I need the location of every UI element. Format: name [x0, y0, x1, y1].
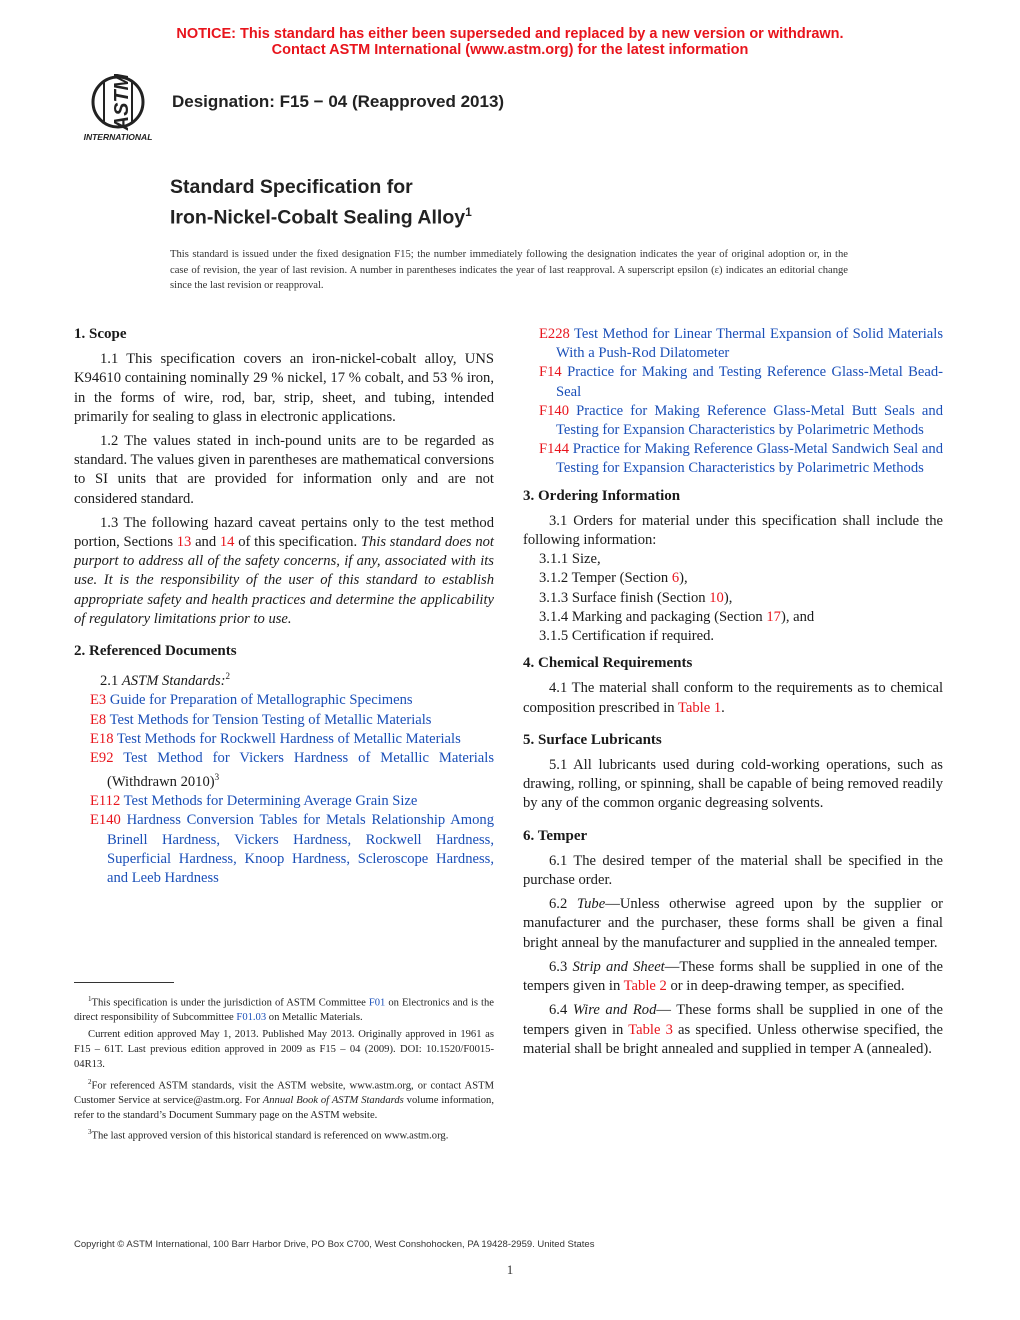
footnote-2-italic: Annual Book of ASTM Standards — [262, 1094, 404, 1106]
committee-f01-link[interactable]: F01 — [368, 997, 386, 1009]
footnote-1-marker: 1 — [88, 995, 92, 1003]
ordering-item-surface — [539, 589, 943, 608]
ref-item-e3[interactable] — [74, 691, 494, 710]
para-6-4 — [523, 1001, 943, 1059]
para-6-4-text-b: as specified. Unless otherwise specified, the material shall be bright annealed and supplied in temper A (annealed). — [523, 1021, 943, 1057]
section-17-link[interactable]: 17 — [766, 608, 781, 625]
document-title — [170, 175, 472, 231]
intro-note: This standard is issued under the fixed designation F15; the number immediately following the designation indicates the year of original adoption or, in the case of revision, the year of last revision. A number in parentheses indicates the year of last reapproval. A superscript epsilon (ε) indicates an editorial change since the last revision or reapproval. — [170, 249, 848, 291]
footnote-2-text: For referenced ASTM standards, visit the ASTM website, www.astm.org, or contact ASTM Customer Service at service@astm.org. For — [74, 1080, 494, 1106]
para-6-2-text: —Unless otherwise agreed upon by the supplier or manufacturer and the purchaser, these forms shall be given a final bright anneal by the manufacturer and supplied in the annealed temper. — [523, 896, 944, 951]
ref-item-e8[interactable] — [74, 711, 494, 730]
para-4-1 — [523, 679, 943, 717]
ref-title[interactable]: Guide for Preparation of Metallographic Specimens — [106, 692, 413, 709]
ref-title[interactable]: Hardness Conversion Tables for Metals Relationship Among Brinell Hardness, Vickers Hardness, Rockwell Hardness, Superficial Hardness, Knoop Hardness, Scleroscope Hardness, and Leeb Hardness — [107, 812, 494, 886]
ref-item-f14[interactable] — [523, 363, 943, 401]
logo-subtext: INTERNATIONAL — [83, 132, 153, 142]
table-3-link[interactable]: Table 3 — [628, 1021, 673, 1038]
ref-title[interactable]: Practice for Making Reference Glass-Metal Butt Seals and Testing for Expansion Characteristics by Polarimetric Methods — [556, 402, 943, 439]
ref-item-e92[interactable] — [74, 749, 494, 792]
para-4-1-end: . — [721, 699, 725, 716]
para-1-3-text: 1.3 The following hazard caveat pertains only to the test method portion, Sections — [74, 514, 494, 551]
para-3-1: 3.1 Orders for material under this specification shall include the following information: — [523, 512, 943, 549]
ref-code[interactable]: E3 — [90, 692, 107, 709]
ref-item-e228[interactable] — [523, 325, 943, 363]
footnote-3-marker: 3 — [88, 1128, 92, 1137]
footnote-1-text-b: on Electronics and is the direct responsibility of Subcommittee — [74, 997, 494, 1024]
para-5-1: 5.1 All lubricants used during cold-working operations, such as drawing, rolling, or spinning, shall be capable of being removed readily by any of the common organic degreasing solvents. — [523, 757, 943, 812]
para-6-3-text: —These forms shall be supplied in one of the tempers given in — [523, 958, 944, 995]
ordering-item-temper — [539, 569, 943, 588]
para-1-3-text-b: of this specification. — [234, 534, 361, 551]
ref-title[interactable]: Test Methods for Rockwell Hardness of Metallic Materials — [113, 730, 461, 747]
section-10-link[interactable]: 10 — [709, 589, 724, 606]
footnote-2-ref[interactable]: 2 — [225, 671, 231, 682]
ref-code[interactable]: E228 — [539, 326, 570, 342]
copyright: Copyright © ASTM International, 100 Barr Harbor Drive, PO Box C700, West Conshohocken, PA 19428-2959. United States — [74, 1239, 595, 1250]
ordering-item-certification: 3.1.5 Certification if required. — [539, 628, 715, 645]
para-1-2: 1.2 The values stated in inch-pound units are to be regarded as standard. The values given in parentheses are mathematical conversions to SI units that are provided for information only and are not considered standard. — [74, 433, 494, 507]
ref-item-e112[interactable] — [74, 792, 494, 811]
footnote-3-text: The last approved version of this historical standard is referenced on www.astm.org. — [91, 1130, 449, 1142]
title-footnote-ref[interactable]: 1 — [465, 205, 472, 219]
page-number: 1 — [506, 1262, 514, 1277]
section-temper-heading: 6. Temper — [523, 827, 588, 844]
section-ordering-heading: 3. Ordering Information — [523, 487, 681, 504]
ref-code[interactable]: F14 — [539, 364, 562, 381]
notice-line-1: NOTICE: This standard has either been superseded and replaced by a new version or withdrawn. — [176, 26, 844, 42]
title-line-1: Standard Specification for — [170, 176, 413, 198]
footnote-1-text: This specification is under the jurisdiction of ASTM Committee — [91, 997, 369, 1009]
para-1-3-and: and — [191, 534, 220, 551]
section-refdocs-heading: 2. Referenced Documents — [74, 643, 237, 660]
designation: Designation: F15 − 04 (Reapproved 2013) — [172, 92, 505, 111]
footnote-2 — [74, 1075, 494, 1124]
para-6-3 — [523, 958, 943, 996]
footnote-1 — [74, 992, 494, 1026]
section-13-link[interactable]: 13 — [176, 534, 192, 551]
subsection-number: 2.1 — [100, 673, 122, 690]
para-number: 6.3 — [549, 958, 573, 975]
ref-code[interactable]: F144 — [539, 441, 570, 458]
ref-title[interactable]: Test Method for Linear Thermal Expansion of Solid Materials With a Push-Rod Dilatometer — [556, 326, 943, 362]
ref-code[interactable]: E140 — [90, 812, 121, 829]
left-column — [74, 325, 494, 888]
para-6-1: 6.1 The desired temper of the material shall be specified in the purchase order. — [523, 852, 943, 889]
item-text-b: ), and — [780, 608, 815, 625]
para-6-2-term: Tube — [576, 896, 606, 913]
ref-code[interactable]: E18 — [90, 730, 114, 747]
section-chemical-heading: 4. Chemical Requirements — [523, 655, 693, 672]
title-line-2: Iron-Nickel-Cobalt Sealing Alloy — [170, 206, 466, 229]
item-text: 3.1.4 Marking and packaging (Section — [539, 608, 767, 625]
footnote-2-text-b: volume information, refer to the standard’s Document Summary page on the ASTM website. — [74, 1094, 494, 1121]
para-1-3 — [74, 514, 494, 629]
ref-title[interactable]: Practice for Making and Testing Reference Glass-Metal Bead-Seal — [556, 364, 943, 400]
ref-code[interactable]: E92 — [90, 749, 114, 766]
para-6-4-text: — These forms shall be supplied in one of the tempers given in — [523, 1002, 944, 1038]
para-4-1-text: 4.1 The material shall conform to the requirements as to chemical composition prescribed in — [523, 680, 943, 716]
footnote-3 — [74, 1125, 494, 1144]
footnote-1-text-c: on Metallic Materials. — [266, 1012, 363, 1024]
item-text: 3.1.2 Temper (Section — [539, 570, 672, 587]
ordering-item-marking — [539, 608, 943, 627]
notice-banner — [0, 26, 1020, 58]
ref-title[interactable]: Test Methods for Tension Testing of Metallic Materials — [106, 711, 432, 728]
ref-title[interactable]: Practice for Making Reference Glass-Metal Sandwich Seal and Testing for Expansion Characteristics by Polarimetric Methods — [556, 441, 943, 477]
astm-logo — [74, 74, 162, 144]
section-6-link[interactable]: 6 — [671, 570, 680, 587]
item-text: 3.1.3 Surface finish (Section — [539, 589, 710, 606]
safety-caveat: This standard does not purport to address all of the safety concerns, if any, associated with its use. It is the responsibility of the user of this standard to establish appropriate safety and health practices and determine the applicability of regulatory limitations prior to use. — [74, 534, 494, 627]
para-6-3-text-b: or in deep-drawing temper, as specified. — [666, 978, 905, 995]
ref-suffix: (Withdrawn 2010) — [107, 773, 215, 790]
ref-code[interactable]: E8 — [90, 711, 107, 728]
notice-line-2: Contact ASTM International (www.astm.org) for the latest information — [271, 42, 749, 58]
ref-item-f140[interactable] — [523, 402, 943, 440]
footnote-edition: Current edition approved May 1, 2013. Published May 2013. Originally approved in 1961 as F15 – 61T. Last previous edition approved in 2009 as F15 – 04 (2009). DOI: 10.1520/F0015-04R13. — [74, 1029, 494, 1070]
para-1-1: 1.1 This specification covers an iron-nickel-cobalt alloy, UNS K94610 containing nominally 29 % nickel, 17 % cobalt, and 53 % iron, in the forms of wire, rod, bar, strip, sheet, and tubing, intended primarily for sealing to glass in electronic applications. — [74, 351, 494, 425]
item-text-b: ), — [679, 570, 688, 587]
astm-standards-label — [74, 667, 494, 691]
logo-text: ASTM — [111, 74, 133, 131]
section-14-link[interactable]: 14 — [219, 534, 235, 551]
section-scope-heading: 1. Scope — [74, 326, 127, 342]
ref-item-f144[interactable] — [523, 440, 943, 478]
para-6-3-term: Strip and Sheet — [572, 958, 665, 975]
footnote-3-ref[interactable]: 3 — [214, 772, 220, 783]
ref-title[interactable]: Test Method for Vickers Hardness of Metallic Materials — [113, 749, 494, 766]
ordering-item-size: 3.1.1 Size, — [539, 551, 601, 568]
footnote-2-marker: 2 — [88, 1077, 92, 1086]
ref-code[interactable]: E112 — [90, 793, 121, 810]
para-number: 6.4 — [549, 1002, 573, 1019]
footnote-divider — [74, 982, 174, 983]
para-number: 6.2 — [549, 896, 577, 913]
subsection-label: ASTM Standards: — [121, 673, 226, 690]
para-6-4-term: Wire and Rod — [572, 1002, 657, 1019]
ref-title[interactable]: Test Methods for Determining Average Grain Size — [120, 793, 418, 810]
ref-code[interactable]: F140 — [539, 402, 570, 419]
table-1-link[interactable]: Table 1 — [677, 699, 722, 716]
footnotes — [74, 992, 494, 1147]
item-text-b: ), — [723, 589, 733, 606]
table-2-link[interactable]: Table 2 — [623, 978, 667, 995]
section-lubricants-heading: 5. Surface Lubricants — [523, 731, 662, 748]
ref-item-e18[interactable] — [74, 730, 494, 749]
subcommittee-f01-03-link[interactable]: F01.03 — [236, 1012, 267, 1024]
para-6-2 — [523, 895, 943, 953]
ref-item-e140[interactable] — [74, 811, 494, 888]
right-column — [523, 325, 943, 1064]
